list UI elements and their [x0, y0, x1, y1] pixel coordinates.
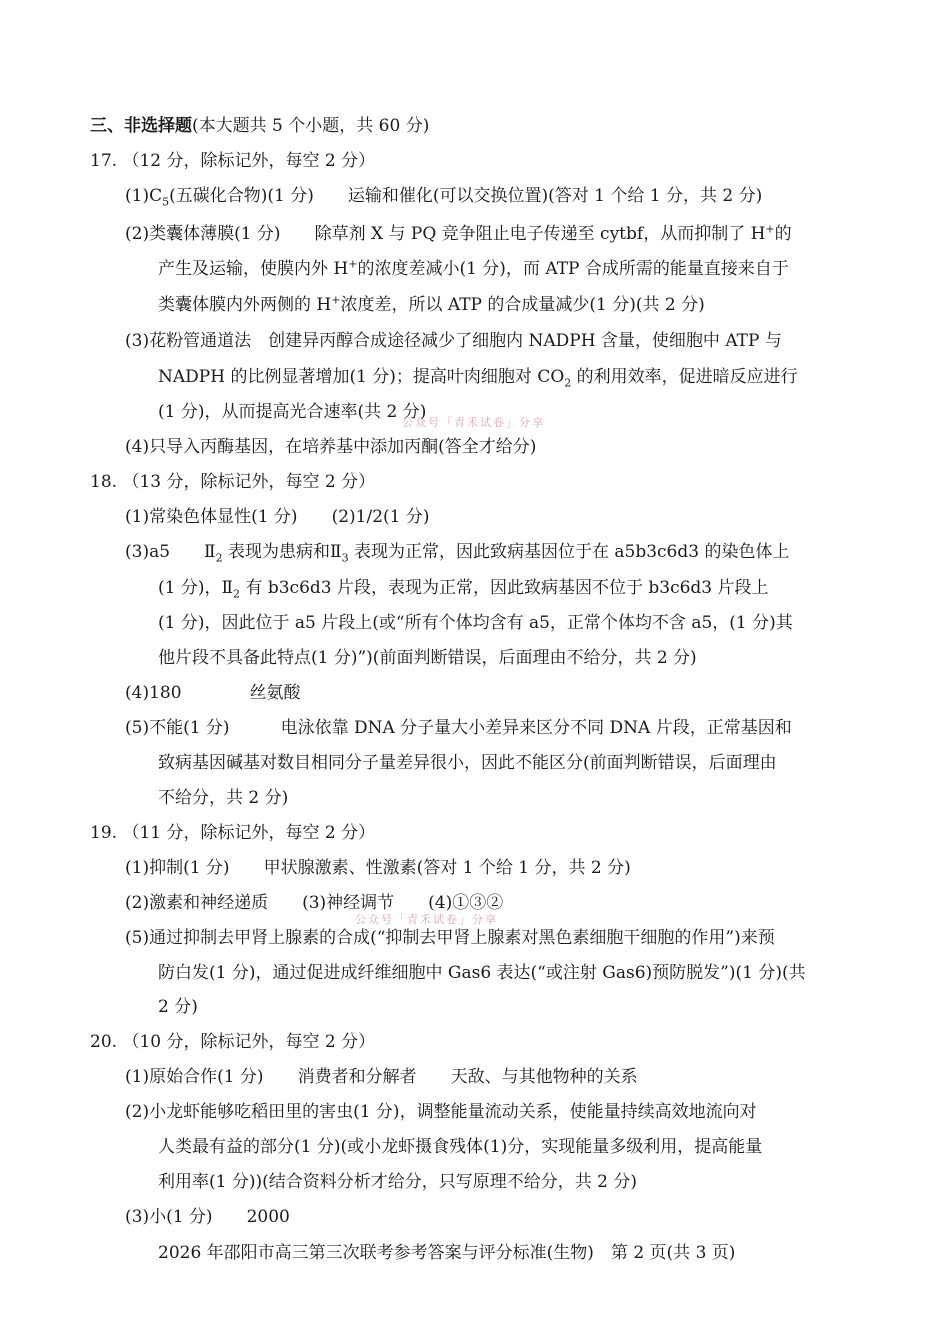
page-footer: 2026 年邵阳市高三第三次联考参考答案与评分标准(生物) 第 2 页(共 3 页) [158, 1243, 736, 1263]
q20-line-3: 人类最有益的部分(1 分)(或小龙虾摄食残体(1)分，实现能量多级利用，提高能量 [158, 1137, 763, 1157]
q17-line-2: (2)类囊体薄膜(1 分) 除草剂 X 与 PQ 竞争阻止电子传递至 cytbf，从而抑制了 H+的 [125, 222, 792, 244]
q17-line-1: $(1)C_5$(五碳化合物)(1 分) 运输和催化(可以交换位置)(答对 1 个给 1 分，共 2 分) [125, 186, 763, 209]
q18-line-8: 致病基因碱基对数目相同分子量差异很小，因此不能区分(前面判断错误，后面理由 [158, 753, 777, 773]
section-note: (本大题共 5 个小题，共 60 分) [192, 116, 430, 136]
q20-line-1: (1)原始合作(1 分) 消费者和分解者 天敌、与其他物种的关系 [125, 1067, 638, 1087]
q17-line-4: 类囊体膜内外两侧的 H+浓度差，所以 ATP 的合成量减少(1 分)(共 2 分) [158, 293, 705, 315]
q19-line-5: 2 分) [158, 997, 198, 1017]
q18-line-2: (3)a5 $Ⅱ_2$ 表现为患病和$Ⅱ_3$ 表现为正常，因此致病基因位于在 a5b3c6d3 的染色体上 [125, 542, 790, 565]
q19-line-1: (1)抑制(1 分) 甲状腺激素、性激素(答对 1 个给 1 分，共 2 分) [125, 858, 631, 878]
watermark-1: 公众号「青禾试卷」分享 [402, 416, 545, 429]
q20-line-2: (2)小龙虾能够吃稻田里的害虫(1 分)，调整能量流动关系，使能量持续高效地流向对 [125, 1102, 757, 1122]
q18-line-4: (1 分)，因此位于 a5 片段上(或“所有个体均含有 a5，正常个体均不含 a5，(1 分)其 [158, 613, 793, 633]
q17-line-8: (4)只导入丙酶基因，在培养基中添加丙酮(答全才给分) [125, 437, 537, 457]
q17-header: 17. （12 分，除标记外，每空 2 分） [90, 151, 376, 171]
q18-header: 18. （13 分，除标记外，每空 2 分） [90, 472, 376, 492]
section-title: 三、非选择题 [90, 116, 192, 136]
q20-line-4: 利用率(1 分))(结合资料分析才给分，只写原理不给分，共 2 分) [158, 1172, 638, 1192]
q18-line-1: (1)常染色体显性(1 分) (2)1/2(1 分) [125, 507, 430, 527]
q18-line-3: (1 分)，$Ⅱ_2$ 有 b3c6d3 片段，表现为正常，因此致病基因不位于 b3c6d3 片段上 [158, 578, 769, 601]
q17-line-3: 产生及运输，使膜内外 H+的浓度差减小(1 分)，而 ATP 合成所需的能量直接来自于 [158, 257, 789, 279]
q20-line-5: (3)小(1 分) 2000 [125, 1207, 290, 1227]
q17-line-7: (1 分)，从而提高光合速率(共 2 分) [158, 402, 427, 422]
q19-line-2: (2)激素和神经递质 (3)神经调节 (4)①③② [125, 893, 504, 913]
q19-line-3: (5)通过抑制去甲肾上腺素的合成(“抑制去甲肾上腺素对黑色素细胞干细胞的作用”)来预 [125, 928, 775, 948]
watermark-2: 公众号「青禾试卷」分享 [355, 913, 498, 926]
q18-line-6: (4)180 丝氨酸 [125, 683, 301, 703]
q18-line-5: 他片段不具备此特点(1 分)”)(前面判断错误，后面理由不给分，共 2 分) [158, 648, 697, 668]
q18-line-9: 不给分，共 2 分) [158, 788, 289, 808]
q18-line-7: (5)不能(1 分) 电泳依靠 DNA 分子量大小差异来区分不同 DNA 片段，正常基因和 [125, 718, 792, 738]
q19-header: 19. （11 分，除标记外，每空 2 分） [90, 823, 376, 843]
q20-header: 20. （10 分，除标记外，每空 2 分） [90, 1032, 376, 1052]
q17-line-6: NADPH 的比例显著增加(1 分)；提高叶肉细胞对 $CO_2$ 的利用效率，促进暗反应进行 [158, 367, 798, 390]
q17-line-5: (3)花粉管通道法 创建异丙醇合成途径减少了细胞内 NADPH 含量，使细胞中 ATP 与 [125, 331, 782, 351]
section-heading [90, 115, 429, 137]
q19-line-4: 防白发(1 分)，通过促进成纤维细胞中 Gas6 表达(“或注射 Gas6)预防脱发”)(1 分)(共 [158, 963, 806, 983]
